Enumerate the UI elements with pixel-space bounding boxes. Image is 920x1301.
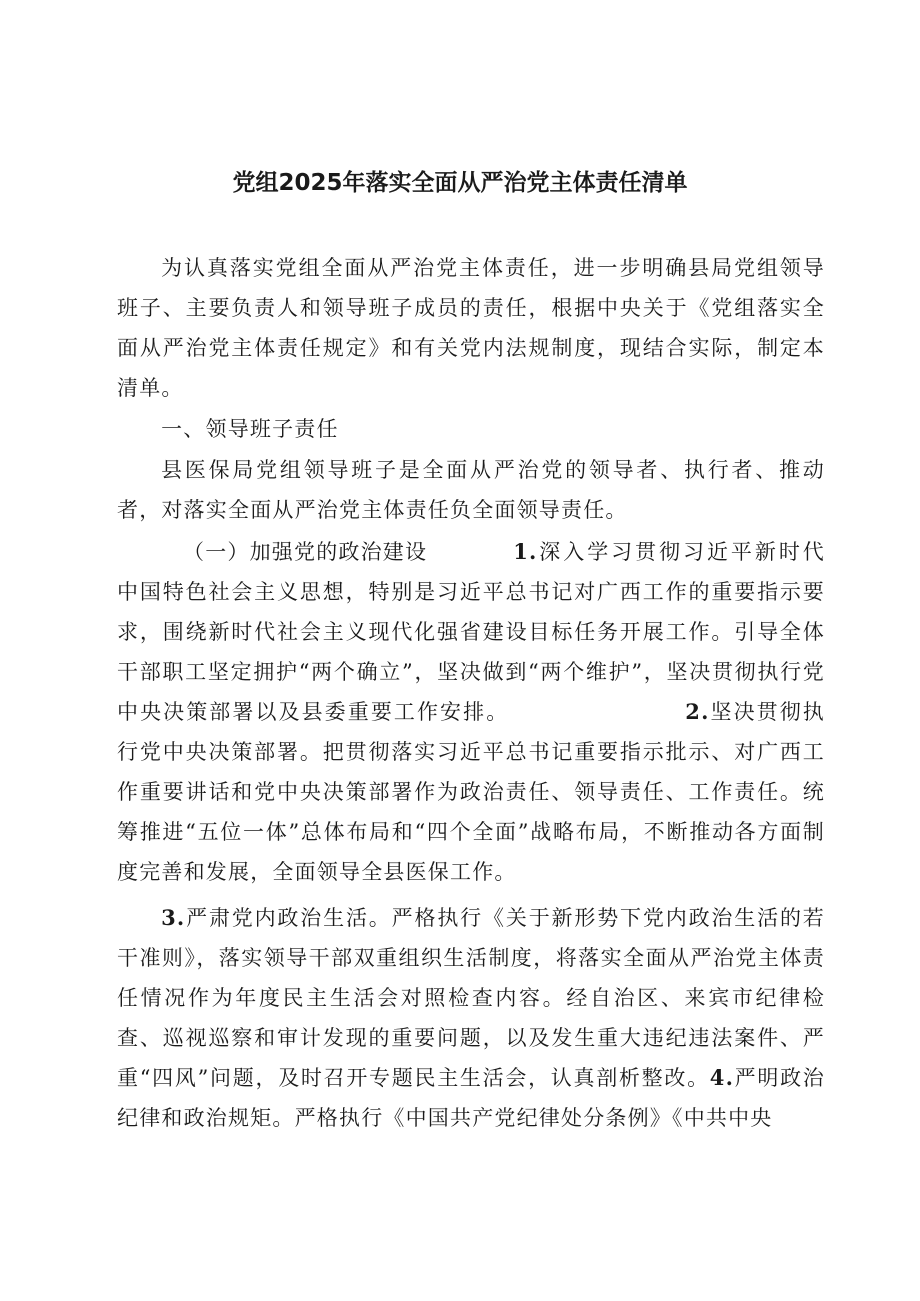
subsection-paragraph <box>117 532 825 892</box>
item-text-3: 严肃党内政治生活。严格执行《关于新形势下党内政治生活的若干准则》，落实领导干部双重组织生活制度，将落实全面从严治党主体责任情况作为年度民主生活会对照检查内容。经自治区、来宾市纪律检查、巡视巡察和审计发现的重要问题，以及发生重大违纪违法案件、严重“四风”问题，及时召开专题民主生活会，认真剖析整改。 <box>117 906 825 1090</box>
item-text-2: 坚决贯彻执行党中央决策部署。把贯彻落实习近平总书记重要指示批示、对广西工作重要讲话和党中央决策部署作为政治责任、领导责任、工作责任。统筹推进“五位一体”总体布局和“四个全面”战略布局，不断推动各方面制度完善和发展，全面领导全县医保工作。 <box>117 700 826 884</box>
item-paragraph-3 <box>117 898 825 1138</box>
section-heading-leadership: 一、领导班子责任 <box>161 417 339 441</box>
item-number-3: 3. <box>161 905 186 930</box>
document-body <box>117 248 825 1138</box>
document-title: 党组2025年落实全面从严治党主体责任清单 <box>232 170 688 196</box>
item-text-1a: 深入学习贯彻习近平新时 <box>537 540 803 564</box>
item-text-1b: 代中国特色社会主义思想，特别是习近平总书记对广西工作的重要指示要求，围绕新时代社会主义现代化强省建设目标任务开展工作。引导全体干部职工坚定拥护“两个确立”，坚决做到“两个维护”，坚决贯彻执行党中央决策部署以及县委重要工作安排。 <box>117 540 825 724</box>
subsection-heading-political: （一）加强党的政治建设 <box>183 540 428 564</box>
item-number-1: 1. <box>513 539 538 564</box>
intro-paragraph: 为认真落实党组全面从严治党主体责任，进一步明确县局党组领导班子、主要负责人和领导班子成员的责任，根据中央关于《党组落实全面从严治党主体责任规定》和有关党内法规制度，现结合实际，制定本清单。 <box>117 256 825 400</box>
item-number-4: 4. <box>709 1065 735 1090</box>
item-number-2: 2. <box>685 699 710 724</box>
item-text-4: 严明政治纪律和政治规矩。严格执行《中国共产党纪律处分条例》《中共中央 <box>117 1066 825 1130</box>
section-body-leadership: 县医保局党组领导班子是全面从严治党的领导者、执行者、推动者，对落实全面从严治党主体责任负全面领导责任。 <box>117 458 825 522</box>
